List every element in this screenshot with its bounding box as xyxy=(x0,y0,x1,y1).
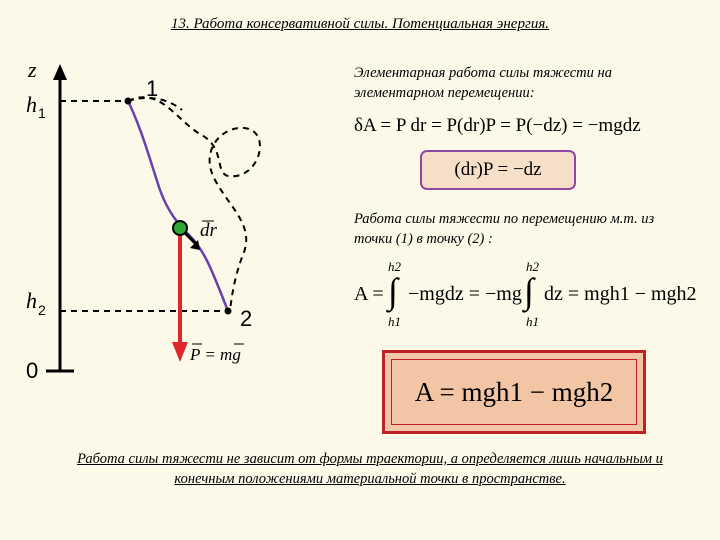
integral2-body: dz = mgh1 − mgh2 xyxy=(544,283,697,305)
force-arrow-head xyxy=(172,342,188,362)
force-label: P = mg xyxy=(190,345,241,364)
integral2-upper-limit: h2 xyxy=(526,259,539,274)
formula-elementary-work: δA = P dr = P(dr)P = P(−dz) = −mgdz xyxy=(354,115,641,136)
result-box-inner xyxy=(391,359,637,425)
result-formula: A = mgh1 − mgh2 xyxy=(414,376,614,407)
conclusion-text: Работа силы тяжести не зависит от формы траектории, а определяется лишь начальным и конечным положениями материальной точки в пространстве. xyxy=(77,451,663,487)
point-1 xyxy=(125,98,132,105)
z-axis-arrowhead xyxy=(53,64,67,80)
integral1-upper-limit: h2 xyxy=(388,259,401,274)
h1-label: h xyxy=(26,92,37,117)
point-2-label: 2 xyxy=(240,306,253,331)
point-1-label: 1 xyxy=(146,76,159,101)
integral1-body: −mgdz = −mg xyxy=(408,283,522,305)
caption-work-1-2: Работа силы тяжести по перемещению м.т. из точки (1) в точку (2) : xyxy=(354,211,655,247)
slide-title: 13. Работа консервативной силы. Потенциальная энергия. xyxy=(170,16,550,32)
formula-box-dr xyxy=(420,150,576,190)
integral2-lower-limit: h1 xyxy=(526,314,539,329)
integral1-sign: ∫ xyxy=(388,271,398,311)
integral2-sign: ∫ xyxy=(524,271,534,311)
zero-label: 0 xyxy=(26,358,39,383)
result-box xyxy=(382,350,646,434)
material-point xyxy=(173,221,187,235)
point-2 xyxy=(225,308,232,315)
formula-box-dr-text: (dr)P = −dz xyxy=(454,159,542,180)
z-axis-label: z xyxy=(28,57,37,82)
caption-elementary-work: Элементарная работа силы тяжести на элементарном перемещении: xyxy=(354,65,612,101)
integral1-lower-limit: h1 xyxy=(388,314,401,329)
h2-subscript: 2 xyxy=(38,302,46,318)
dr-label: dr xyxy=(200,220,217,241)
h2-label: h xyxy=(26,288,37,313)
h1-subscript: 1 xyxy=(38,105,46,121)
integral-lhs: A = xyxy=(354,283,384,305)
dashed-trajectory xyxy=(128,97,260,311)
